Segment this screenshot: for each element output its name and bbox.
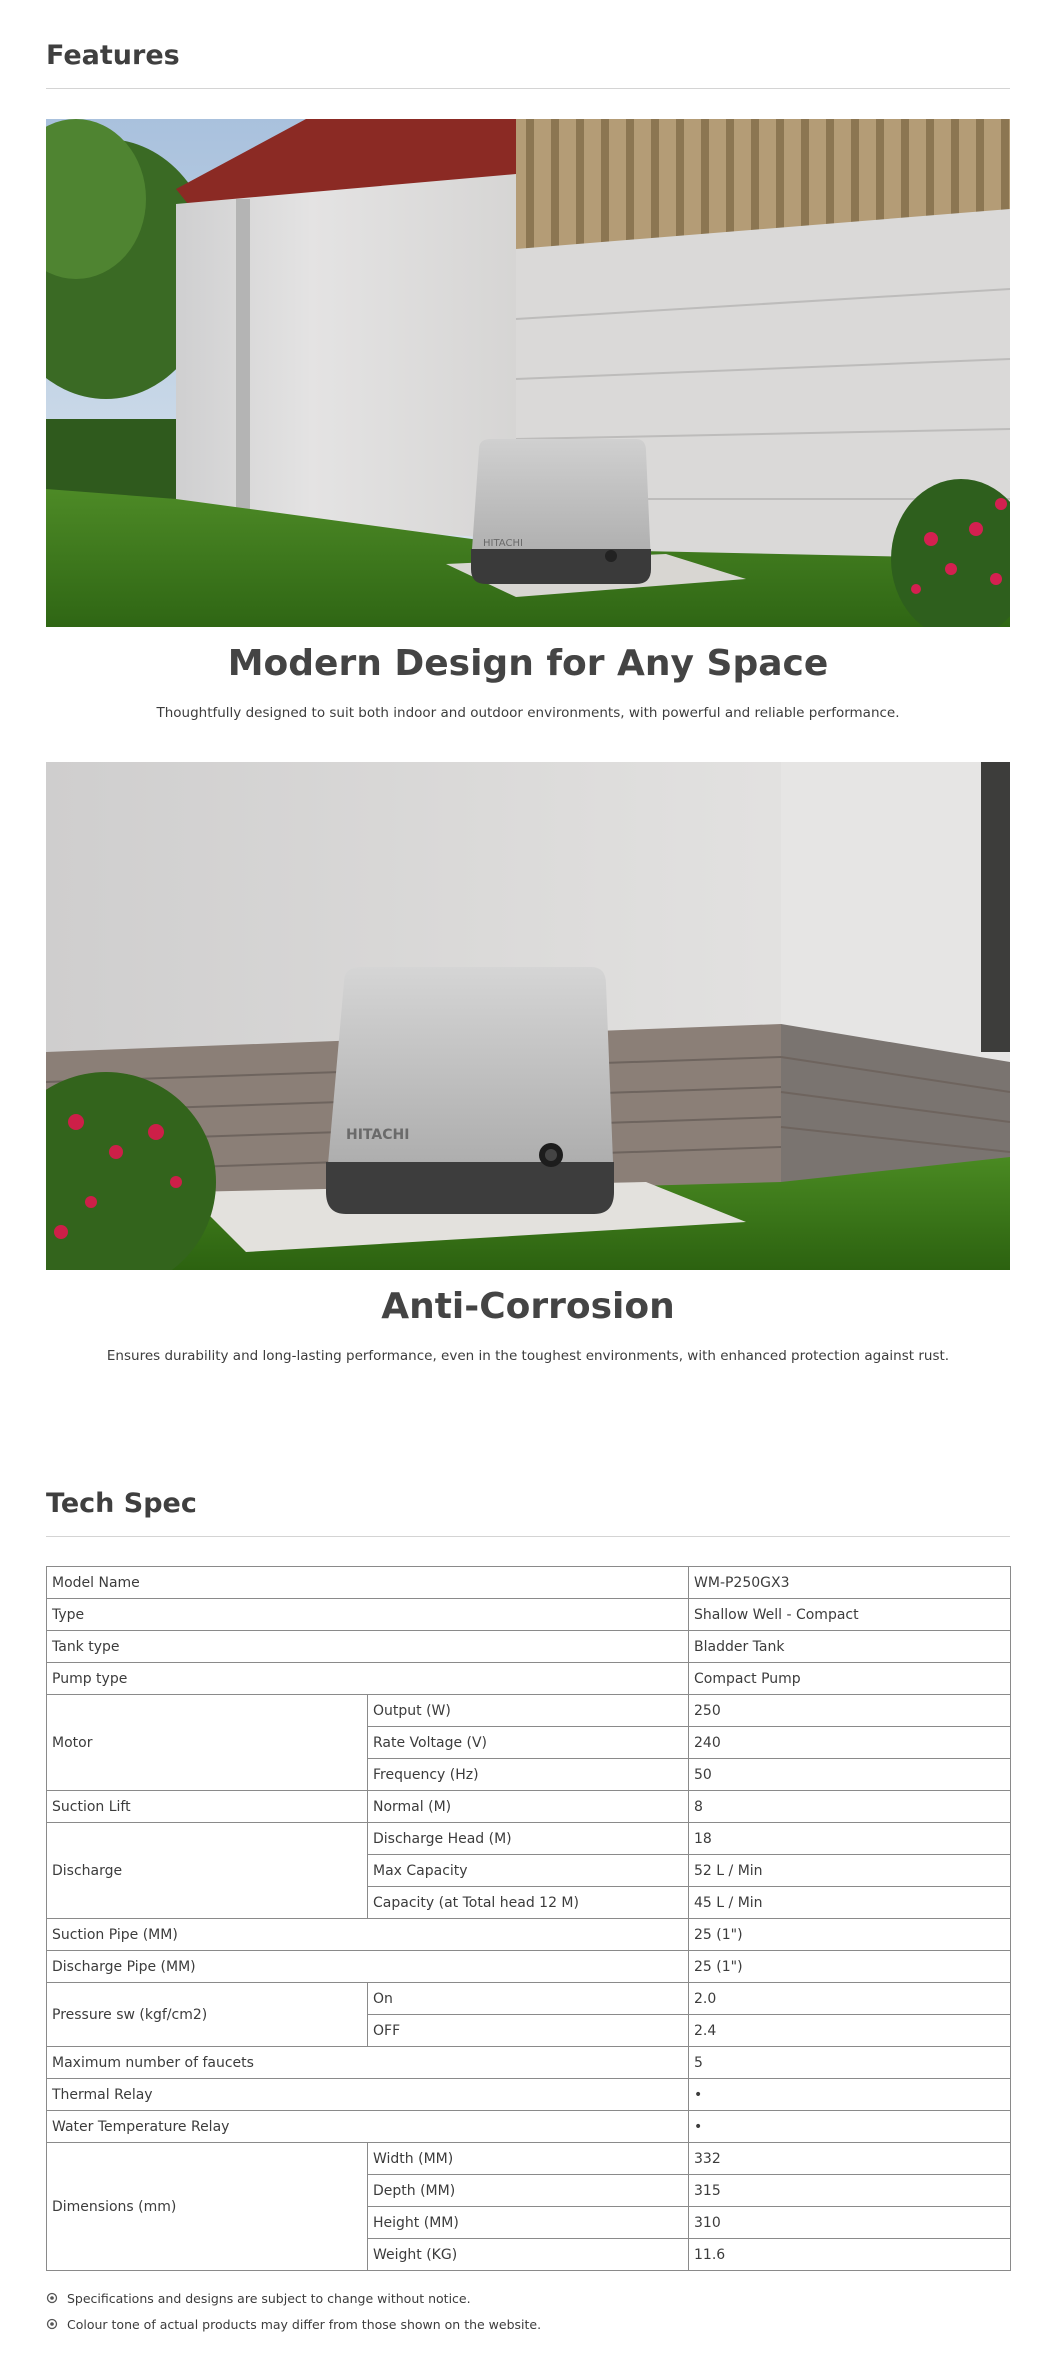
spec-value: 50 <box>689 1759 1011 1791</box>
table-row <box>47 2143 1011 2175</box>
spec-value: 25 (1") <box>689 1919 1011 1951</box>
feature-image-modern-design <box>46 119 1010 627</box>
feature-description-modern-design: Thoughtfully designed to suit both indoor and outdoor environments, with powerful and reliable performance. <box>156 705 900 721</box>
spec-sublabel: Capacity (at Total head 12 M) <box>368 1887 689 1919</box>
spec-sublabel: Rate Voltage (V) <box>368 1727 689 1759</box>
table-row <box>47 2079 1011 2111</box>
spec-value: 25 (1") <box>689 1951 1011 1983</box>
spec-value: 45 L / Min <box>689 1887 1011 1919</box>
feature-description-anti-corrosion: Ensures durability and long-lasting performance, even in the toughest environments, with enhanced protection against rust. <box>106 1348 950 1364</box>
spec-value: • <box>689 2079 1011 2111</box>
spec-sublabel: Discharge Head (M) <box>368 1823 689 1855</box>
spec-value: 11.6 <box>689 2239 1011 2271</box>
spec-sublabel: Normal (M) <box>368 1791 689 1823</box>
bullet-circle-icon <box>46 2292 58 2304</box>
spec-sublabel: OFF <box>368 2015 689 2047</box>
table-row <box>47 1567 1011 1599</box>
table-row <box>47 1695 1011 1727</box>
spec-table <box>46 1566 1011 2271</box>
spec-label: Type <box>47 1599 689 1631</box>
spec-value: 2.4 <box>689 2015 1011 2047</box>
table-row <box>47 2047 1011 2079</box>
spec-value: 5 <box>689 2047 1011 2079</box>
spec-label: Pump type <box>47 1663 689 1695</box>
spec-value: Compact Pump <box>689 1663 1011 1695</box>
feature-image-anti-corrosion <box>46 762 1010 1270</box>
note-text: Colour tone of actual products may differ from those shown on the website. <box>67 2316 542 2332</box>
bullet-circle-icon <box>46 2318 58 2330</box>
spec-sublabel: Output (W) <box>368 1695 689 1727</box>
spec-sublabel: Depth (MM) <box>368 2175 689 2207</box>
spec-value: WM-P250GX3 <box>689 1567 1011 1599</box>
spec-value: 18 <box>689 1823 1011 1855</box>
spec-label: Motor <box>47 1695 368 1791</box>
spec-value: • <box>689 2111 1011 2143</box>
spec-value: 250 <box>689 1695 1011 1727</box>
list-item <box>46 2311 541 2337</box>
spec-value: 240 <box>689 1727 1011 1759</box>
spec-label: Water Temperature Relay <box>47 2111 689 2143</box>
spec-label: Suction Pipe (MM) <box>47 1919 689 1951</box>
spec-label: Pressure sw (kgf/cm2) <box>47 1983 368 2047</box>
spec-label: Maximum number of faucets <box>47 2047 689 2079</box>
table-row <box>47 1983 1011 2015</box>
feature-heading-modern-design: Modern Design for Any Space <box>227 643 829 684</box>
spec-label: Thermal Relay <box>47 2079 689 2111</box>
feature-heading-anti-corrosion: Anti-Corrosion <box>381 1286 675 1327</box>
spec-value: Bladder Tank <box>689 1631 1011 1663</box>
spec-label: Dimensions (mm) <box>47 2143 368 2271</box>
table-row <box>47 2111 1011 2143</box>
table-row <box>47 1919 1011 1951</box>
spec-label: Suction Lift <box>47 1791 368 1823</box>
table-row <box>47 1599 1011 1631</box>
spec-sublabel: Weight (KG) <box>368 2239 689 2271</box>
note-text: Specifications and designs are subject to change without notice. <box>67 2290 471 2306</box>
spec-value: Shallow Well - Compact <box>689 1599 1011 1631</box>
spec-sublabel: Width (MM) <box>368 2143 689 2175</box>
techspec-divider <box>46 1536 1010 1537</box>
spec-value: 52 L / Min <box>689 1855 1011 1887</box>
spec-sublabel: Max Capacity <box>368 1855 689 1887</box>
spec-label: Discharge Pipe (MM) <box>47 1951 689 1983</box>
spec-sublabel: Height (MM) <box>368 2207 689 2239</box>
table-row <box>47 1951 1011 1983</box>
unit-brand-logo-2: HITACHI <box>346 1127 410 1143</box>
features-divider <box>46 88 1010 89</box>
techspec-title: Tech Spec <box>46 1488 197 1519</box>
table-row <box>47 1631 1011 1663</box>
spec-sublabel: Frequency (Hz) <box>368 1759 689 1791</box>
spec-value: 310 <box>689 2207 1011 2239</box>
table-row <box>47 1823 1011 1855</box>
spec-value: 315 <box>689 2175 1011 2207</box>
list-item <box>46 2285 541 2311</box>
spec-value: 332 <box>689 2143 1011 2175</box>
spec-sublabel: On <box>368 1983 689 2015</box>
spec-label: Discharge <box>47 1823 368 1919</box>
spec-label: Model Name <box>47 1567 689 1599</box>
spec-label: Tank type <box>47 1631 689 1663</box>
table-row <box>47 1791 1011 1823</box>
spec-notes <box>46 2285 541 2337</box>
spec-value: 8 <box>689 1791 1011 1823</box>
features-title: Features <box>46 40 180 71</box>
spec-value: 2.0 <box>689 1983 1011 2015</box>
table-row <box>47 1663 1011 1695</box>
unit-brand-logo: HITACHI <box>483 538 523 549</box>
